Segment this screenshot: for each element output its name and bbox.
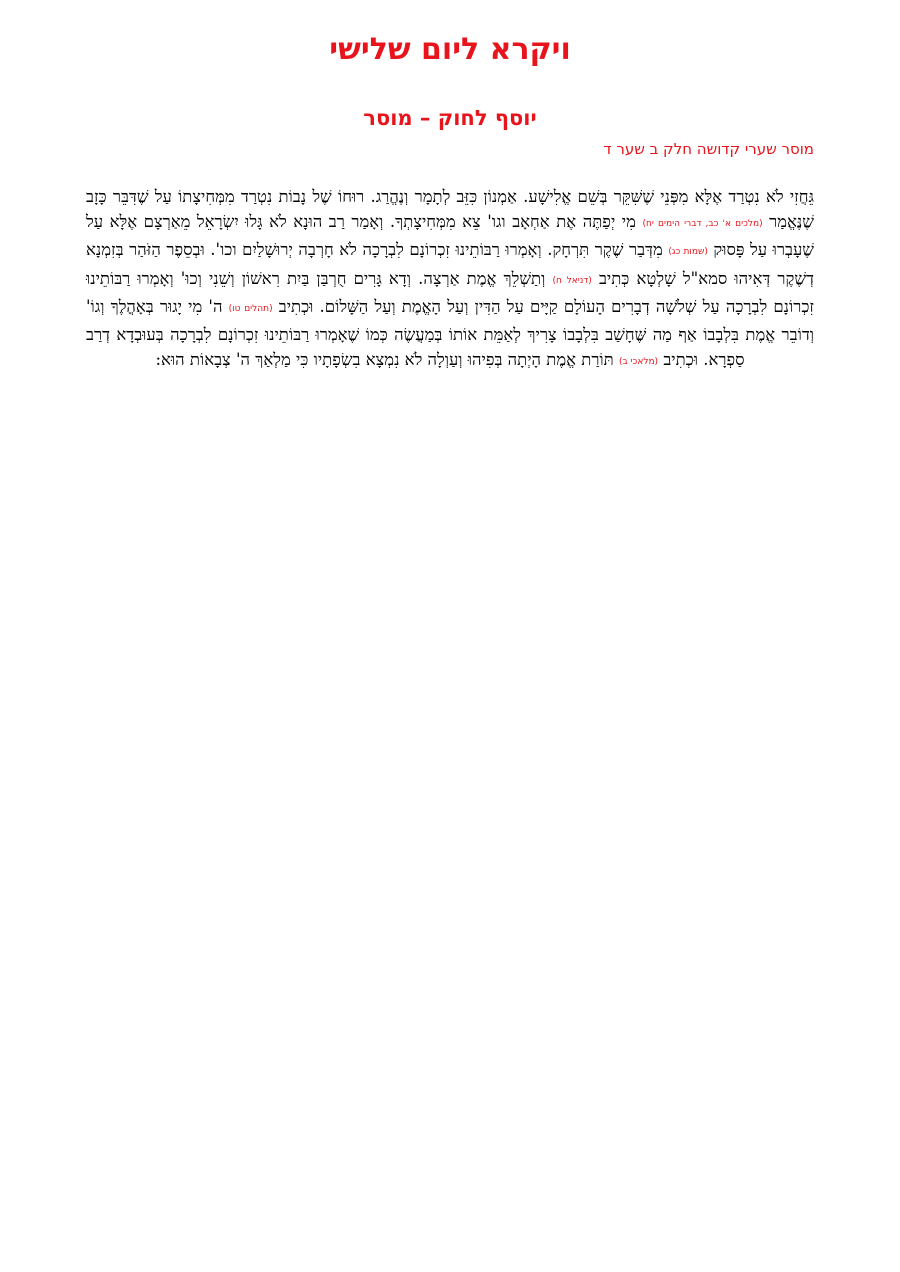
text-run: מִי יְפַתֶּה אֶת אַחְאָב וגו' צֵא מִמְּחִיצָתְךָ. וְאָמַר רַב הוּנָא לֹא גָּלוּ יִשְׂרָאֵל מֵאַרְצָם אֶלָּא עַל שֶׁעָבְרוּ עַל פָּסוּק <box>86 212 814 260</box>
verse-reference: (שמות כג) <box>668 247 708 258</box>
text-run: וְתַשְׁלֵךְ אֱמֶת אַרְצָה. וְדָא גָּרִים חֻרְבַּן בַּיִת רִאשׁוֹן וְשֵׁנִי וְכוּ' וְאָמְרוּ רַבּוֹתֵינוּ זִכְרוֹנָם לִבְרָכָה עַל שְׁלֹשָׁה דְבָרִים הָעוֹלָם קַיָּים עַל הַדִּין וְעַל הָאֱמֶת וְעַל הַשָּׁלוֹם. וּכְתִיב <box>86 268 814 316</box>
page-subtitle: יוסף לחוק – מוסר <box>363 106 537 130</box>
verse-reference: (תהלים טו) <box>228 303 273 314</box>
text-run: מִדְּבַר שֶׁקֶר תִּרְחָק. וְאָמְרוּ רַבּוֹתֵינוּ זִכְרוֹנָם לִבְרָכָה לֹא חָרְבָה יְרוּשָׁלַיִם וכו'. וּבְסֵפֶר הַזֹּהַר בְּזִמְנָא דְשֶׁקֶר דְּאִיהוּ סמא"ל שָׁלְטָא כְּתִיב <box>86 240 814 288</box>
verse-reference: (דניאל ח) <box>552 275 592 286</box>
source-reference: מוסר שערי קדושה חלק ב שער ד <box>603 140 814 158</box>
text-run: גֵּחֲזִי לֹא נִטְרַד אֶלָּא מִפְּנֵי שֶׁשִּׁקֵּר בְּשֵׁם אֱלִישָׁע. אַמְנוֹן כִּזֵּב לְתָמָר וְנֶהֱרַג. רוּחוֹ שֶׁל נָבוֹת נִטְרַד מִמְּחִיצָתוֹ עַל שֶׁדִּבֵּר כָּזָב שֶׁנֶּאֱמַר <box>86 187 814 232</box>
verse-reference: (מלאכי ב) <box>618 357 659 368</box>
verse-reference: (מלכים א' כב, דברי הימים יח) <box>642 219 763 230</box>
page-title: ויקרא ליום שלישי <box>329 32 571 67</box>
text-run: ה' מִי יָגוּר בְּאָהֳלֶךָ וְגוֹ' וְדוֹבֵר אֱמֶת בִּלְבָבוֹ אַף מַה שֶּׁחָשַׁב בִּלְבָבוֹ צָרִיךְ לְאַמֵּת אוֹתוֹ בְּמַעֲשֶׂה כְּמוֹ שֶׁאָמְרוּ רַבּוֹתֵינוּ זִכְרוֹנָם לִבְרָכָה בְּעוּבְדָא דְרַב סַפְרָא. וּכְתִיב <box>86 296 814 370</box>
body-paragraph <box>86 184 814 375</box>
text-run: תּוֹרַת אֱמֶת הָיְתָה בְּפִיהוּ וְעַוְלָה לֹא נִמְצָא בִשְׂפָתָיו כִּי מַלְאַךְ ה' צְבָאוֹת הוּא: <box>155 350 619 370</box>
